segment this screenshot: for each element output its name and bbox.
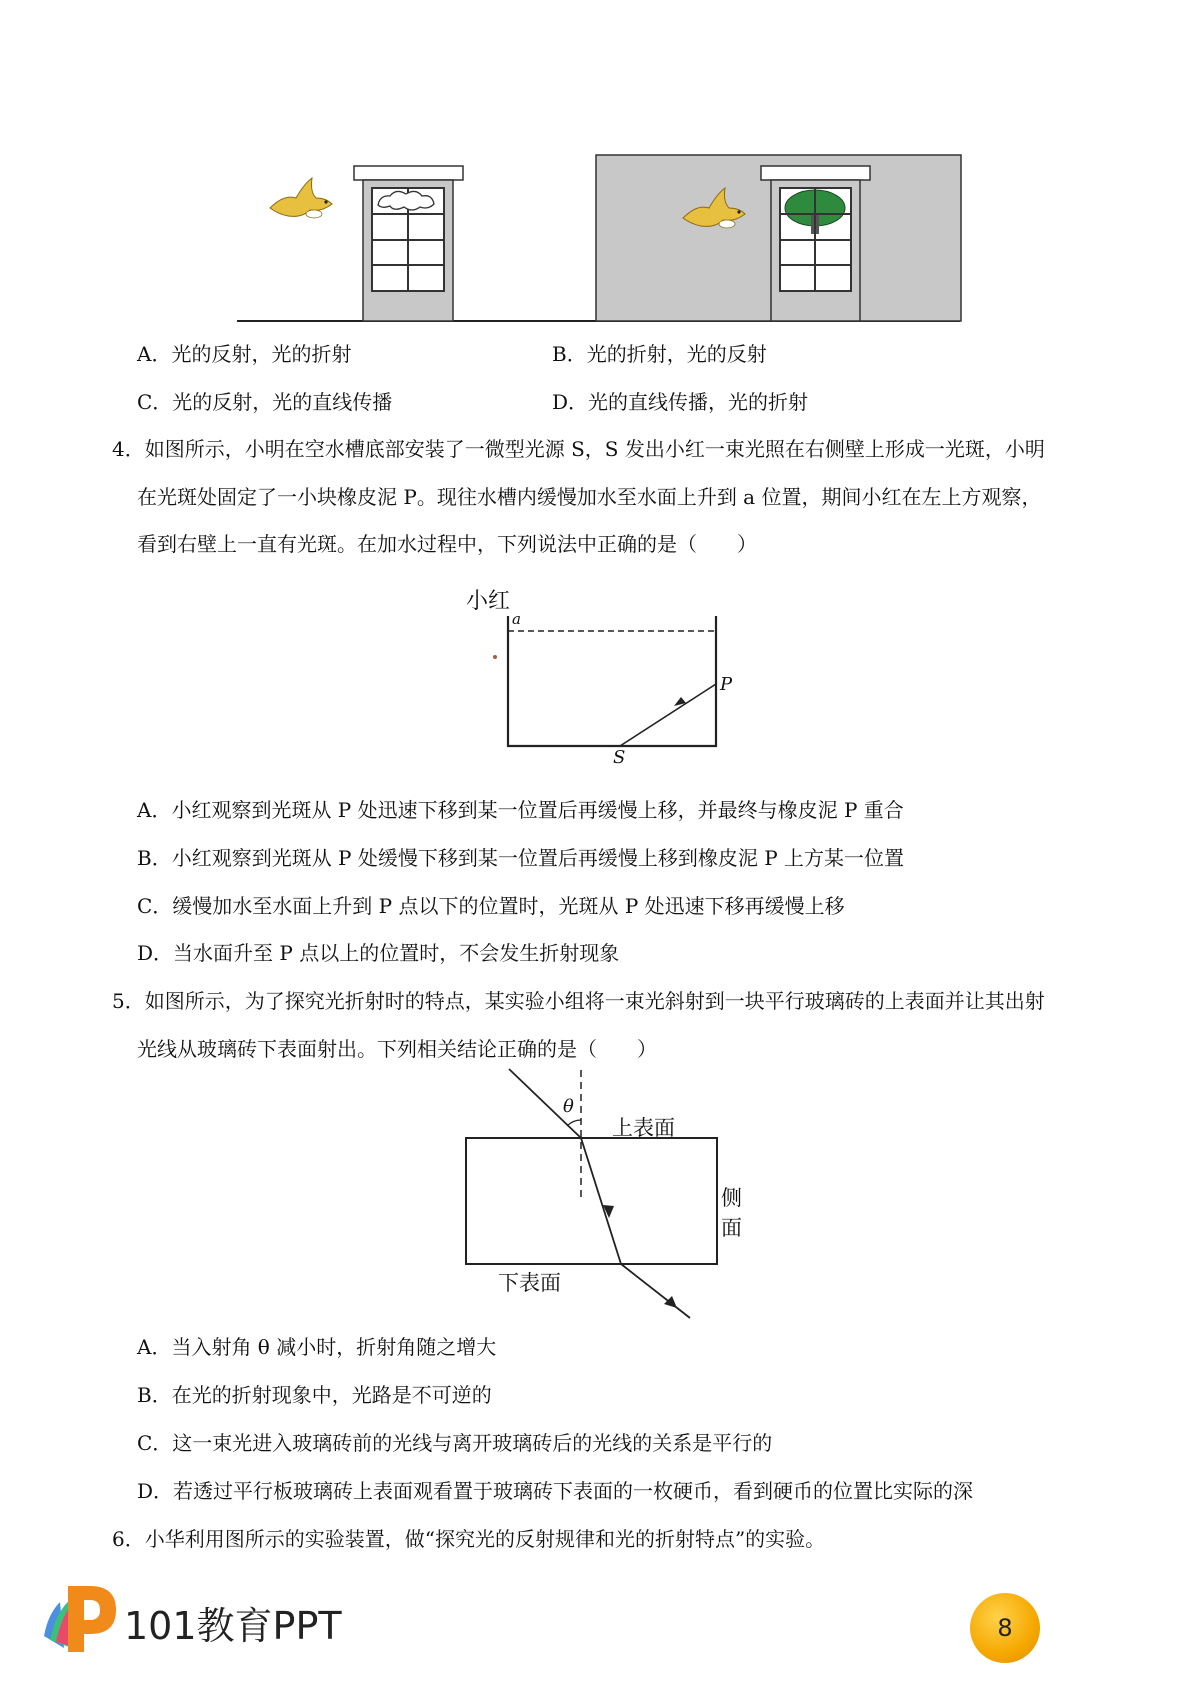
q5-option-a: A．当入射角 θ 减小时，折射角随之增大 [137,1335,497,1359]
q4-option-c: C．缓慢加水至水面上升到 P 点以下的位置时，光斑从 P 处迅速下移再缓慢上移 [137,894,845,918]
q4-option-d: D．当水面升至 P 点以上的位置时，不会发生折射现象 [137,941,620,965]
q3-option-a: A．光的反射，光的折射 [137,342,352,366]
emergent-arrowhead [664,1296,677,1308]
q5-option-b: B．在光的折射现象中，光路是不可逆的 [137,1383,492,1407]
q5-option-d: D．若透过平行板玻璃砖上表面观看置于玻璃砖下表面的一枚硬币，看到硬币的位置比实际的深 [137,1479,974,1503]
q4-label-p: P [720,674,733,695]
brand-logo-icon [38,1576,118,1656]
q5-option-c: C．这一束光进入玻璃砖前的光线与离开玻璃砖后的光线的关系是平行的 [137,1431,773,1455]
q4-stem-line2: 在光斑处固定了一小块橡皮泥 P。现往水槽内缓慢加水至水面上升到 a 位置，期间小红在左上方观察， [137,485,1042,509]
emergent-ray [621,1264,690,1318]
q4-label-observer: 小红 [466,589,511,614]
q6-stem-line1: 6．小华利用图所示的实验装置，做“探究光的反射规律和光的折射特点”的实验。 [112,1527,826,1551]
q5-label-bottom: 下表面 [498,1271,561,1295]
q4-option-b: B．小红观察到光斑从 P 处缓慢下移到某一位置后再缓慢上移到橡皮泥 P 上方某一位置 [137,846,905,870]
theta-arc [567,1120,581,1126]
q4-option-a: A．小红观察到光斑从 P 处迅速下移到某一位置后再缓慢上移，并最终与橡皮泥 P 重合 [137,798,904,822]
q4-stem-line1: 4．如图所示，小明在空水槽底部安装了一微型光源 S，S 发出小红一束光照在右侧壁上形成一光斑，小明 [112,437,1045,461]
q5-stem-line1: 5．如图所示，为了探究光折射时的特点，某实验小组将一束光斜射到一块平行玻璃砖的上表面并让其出射 [112,989,1045,1013]
page-number-badge [970,1593,1040,1663]
q5-stem-line2: 光线从玻璃砖下表面射出。下列相关结论正确的是（ ） [137,1037,657,1061]
q4-stem-line3: 看到右壁上一直有光斑。在加水过程中，下列说法中正确的是（ ） [137,532,757,556]
q5-label-theta: θ [563,1096,574,1117]
q3-option-c: C．光的反射，光的直线传播 [137,390,393,414]
q4-label-s: S [613,747,626,768]
q4-label-a: a [512,610,521,628]
q3-option-d: D．光的直线传播，光的折射 [552,390,809,414]
glass-brick [466,1138,717,1264]
q3-option-b: B．光的折射，光的反射 [552,342,767,366]
q5-label-side2: 面 [721,1216,742,1240]
page-number: 8 [997,1614,1013,1642]
brand-name: 101教育PPT [124,1604,342,1648]
q5-label-top: 上表面 [612,1116,675,1140]
q5-label-side1: 侧 [721,1186,742,1210]
